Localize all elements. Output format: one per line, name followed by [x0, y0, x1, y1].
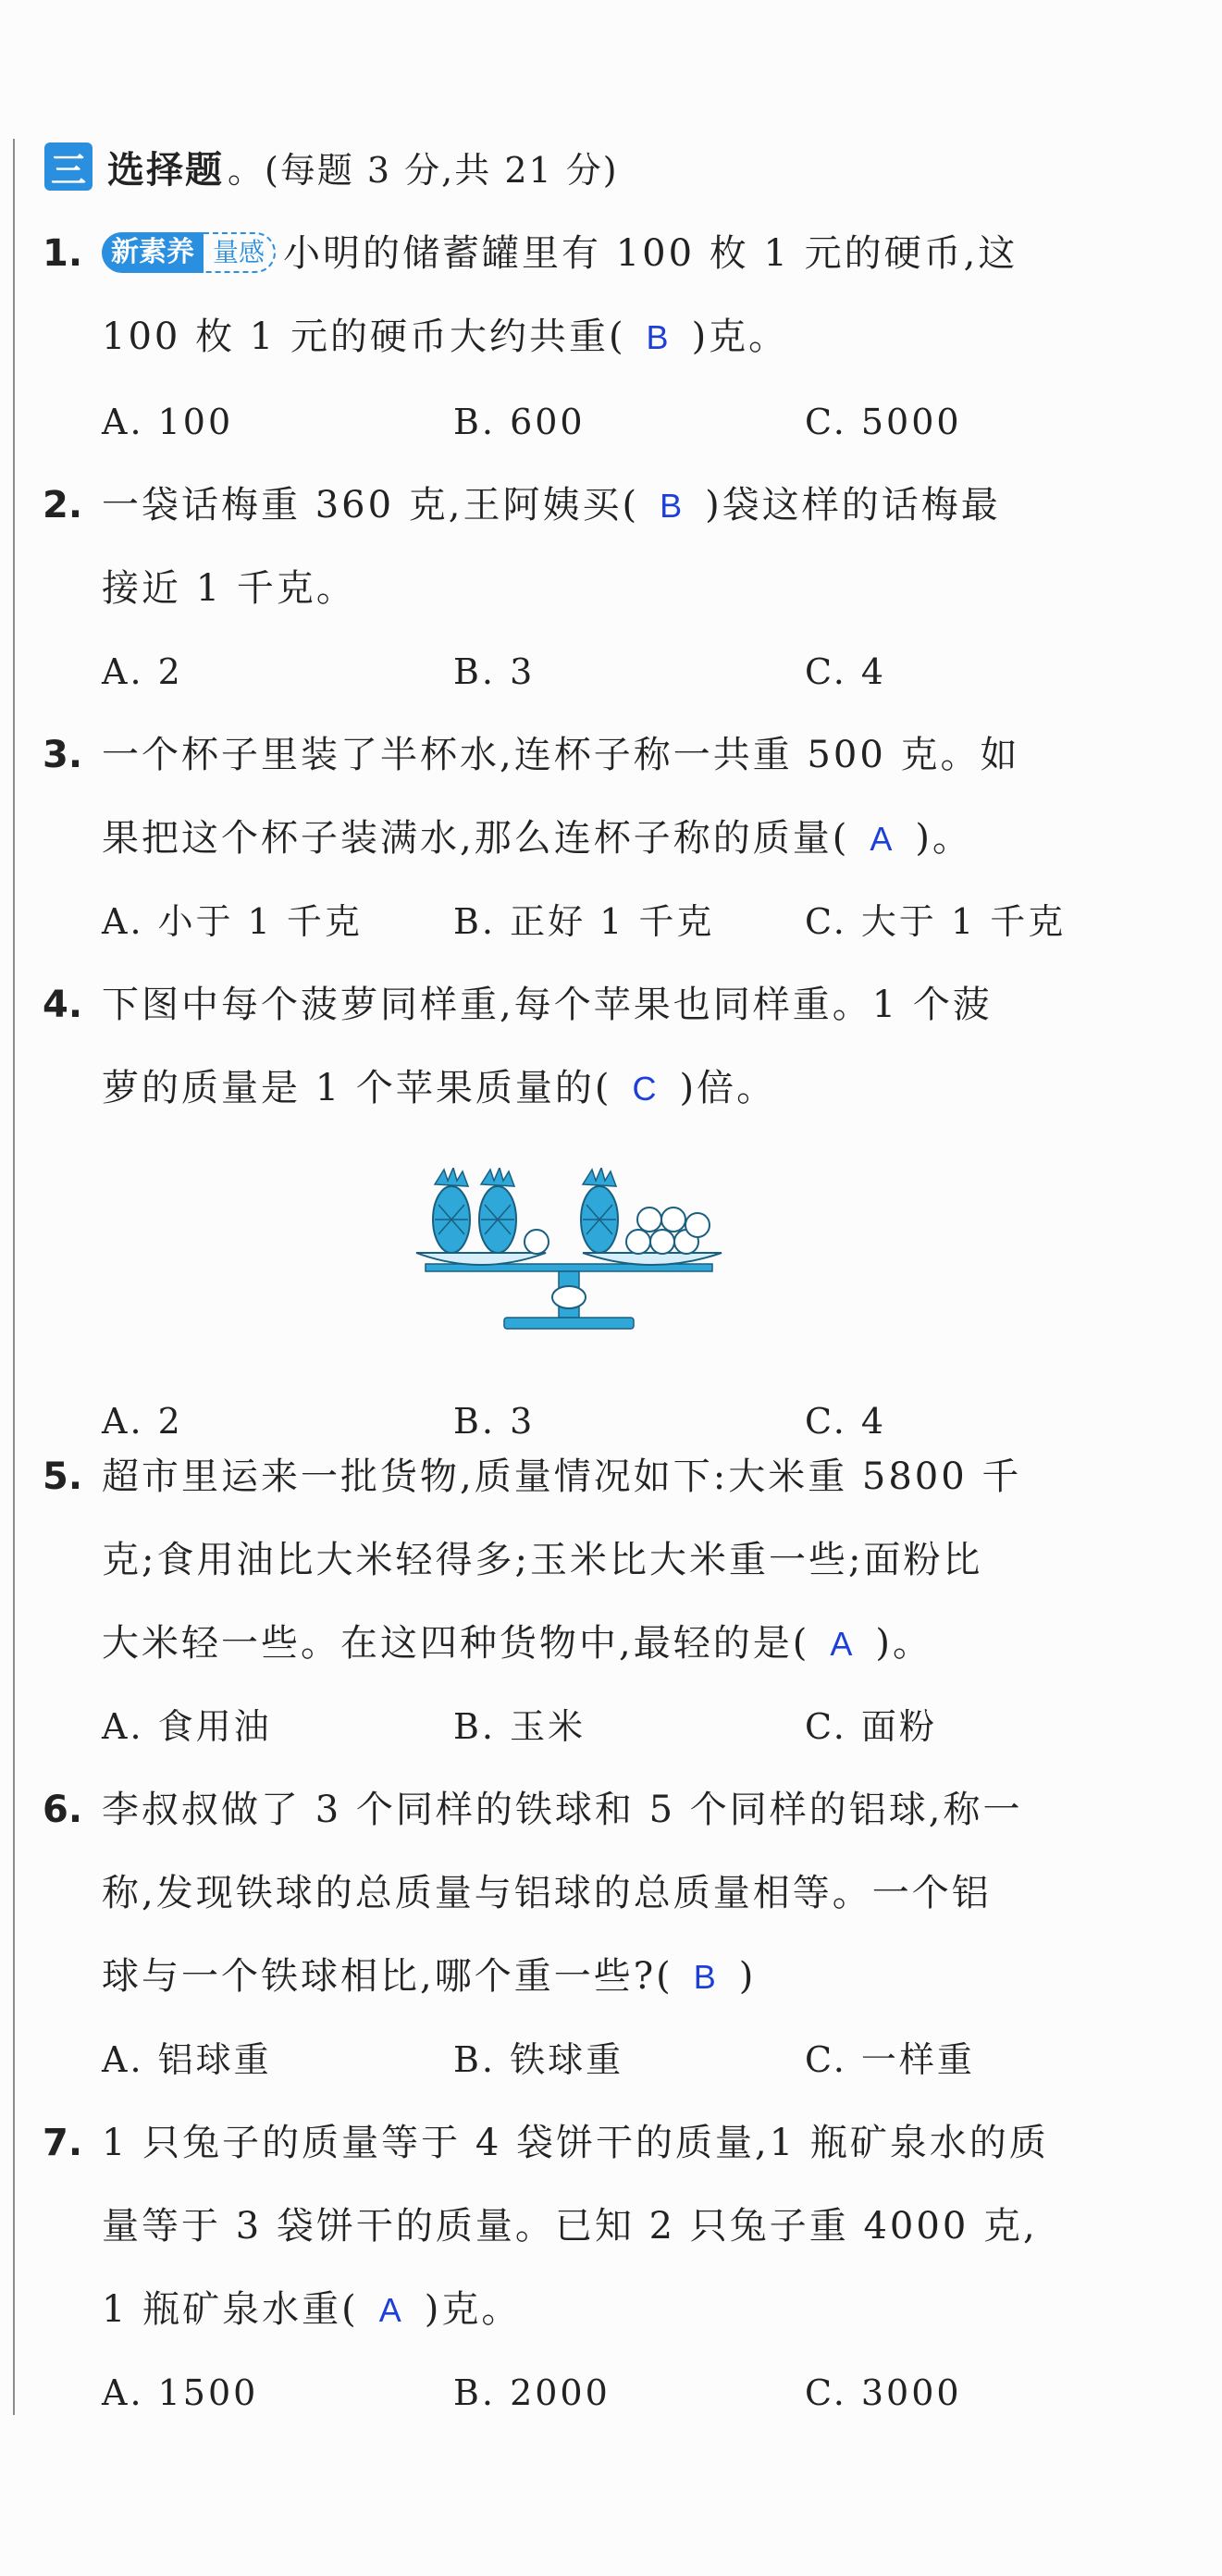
scale-knob [552, 1286, 586, 1308]
option-c: C. 5000 [805, 402, 962, 442]
question-text: 接近 1 千克。 [102, 567, 356, 610]
options [102, 1393, 1119, 1449]
options [102, 1699, 1119, 1754]
question-number: 4. [43, 984, 83, 1026]
question-text: 大米轻一些。在这四种货物中,最轻的是( A )。 [102, 1616, 1119, 1672]
pineapple-icon [433, 1168, 470, 1253]
question-number: 1. [43, 232, 83, 275]
option-b: B. 玉米 [453, 1706, 586, 1747]
answer: B [660, 487, 685, 525]
question-number: 5. [43, 1455, 83, 1498]
question-text: 称,发现铁球的总质量与铝球的总质量相等。一个铝 [102, 1872, 992, 1914]
option-c: C. 大于 1 千克 [805, 901, 1067, 942]
pineapple-icon [479, 1168, 516, 1253]
question-text: 1 只兔子的质量等于 4 袋饼干的质量,1 瓶矿泉水的质 [102, 2122, 1049, 2164]
apple-icon [626, 1230, 650, 1254]
question-text: 果把这个杯子装满水,那么连杯子称的质量( A )。 [102, 811, 1119, 867]
answer: A [378, 2291, 404, 2329]
option-a: A. 铝球重 [102, 2039, 272, 2080]
question-text [102, 226, 1119, 281]
scale-base [504, 1318, 634, 1329]
options [102, 394, 1119, 450]
apple-icon [685, 1213, 710, 1237]
question-text: 量等于 3 袋饼干的质量。已知 2 只兔子重 4000 克, [102, 2205, 1038, 2248]
option-c: C. 一样重 [805, 2039, 975, 2080]
question-text: 下图中每个菠萝同样重,每个苹果也同样重。1 个菠 [102, 984, 993, 1026]
answer: A [870, 820, 895, 858]
question-number: 6. [43, 1789, 83, 1831]
option-c: C. 面粉 [805, 1706, 937, 1747]
option-b: B. 铁球重 [453, 2039, 624, 2080]
question-number: 2. [43, 484, 83, 526]
question-number: 7. [43, 2122, 83, 2164]
option-a: A. 1500 [102, 2372, 259, 2413]
question-text: 100 枚 1 元的硬币大约共重( B )克。 [102, 309, 1119, 365]
option-a: A. 食用油 [102, 1706, 272, 1747]
answer: A [830, 1625, 856, 1663]
option-c: C. 4 [805, 1401, 887, 1442]
answer: B [646, 318, 672, 356]
answer: B [693, 1958, 719, 1996]
options [102, 2365, 1119, 2421]
section-note: 。(每题 3 分,共 21 分) [228, 149, 619, 191]
question-text-line: 小明的储蓄罐里有 100 枚 1 元的硬币,这 [283, 232, 1018, 275]
option-c: C. 4 [805, 651, 887, 692]
option-b: B. 正好 1 千克 [453, 901, 715, 942]
option-a: A. 100 [102, 402, 234, 442]
question-text: 一袋话梅重 360 克,王阿姨买( B )袋这样的话梅最 [102, 477, 1119, 534]
option-c: C. 3000 [805, 2372, 962, 2413]
apple-icon [661, 1208, 685, 1232]
options [102, 2032, 1119, 2087]
question-text: 萝的质量是 1 个苹果质量的( C )倍。 [102, 1060, 1119, 1117]
options [102, 644, 1119, 700]
option-b: B. 2000 [453, 2372, 611, 2413]
apple-icon [650, 1230, 674, 1254]
option-a: A. 小于 1 千克 [102, 901, 363, 942]
margin-rule [13, 139, 15, 2415]
right-pan [583, 1253, 722, 1265]
pineapple-icon [581, 1168, 618, 1253]
question-text: 李叔叔做了 3 个同样的铁球和 5 个同样的铝球,称一 [102, 1789, 1023, 1831]
balance-scale-figure [407, 1168, 740, 1353]
tag-main: 新素养 [102, 232, 204, 273]
left-pan [416, 1253, 546, 1265]
question-text: 1 瓶矿泉水重( A )克。 [102, 2282, 1119, 2338]
question-text: 克;食用油比大米轻得多;玉米比大米重一些;面粉比 [102, 1539, 983, 1581]
option-b: B. 600 [453, 402, 586, 442]
new-literacy-tag [102, 232, 276, 273]
option-a: A. 2 [102, 1401, 183, 1442]
tag-sub: 量感 [204, 232, 276, 273]
apple-icon [525, 1230, 549, 1254]
section-title: 选择题 [107, 148, 224, 192]
option-b: B. 3 [453, 651, 536, 692]
options [102, 894, 1119, 949]
question-text: 一个杯子里装了半杯水,连杯子称一共重 500 克。如 [102, 734, 1020, 776]
option-a: A. 2 [102, 651, 183, 692]
question-text: 球与一个铁球相比,哪个重一些?( B ) [102, 1949, 1119, 2005]
option-b: B. 3 [453, 1401, 536, 1442]
section-badge: 三 [44, 142, 93, 191]
answer: C [632, 1070, 660, 1108]
question-text: 超市里运来一批货物,质量情况如下:大米重 5800 千 [102, 1455, 1022, 1498]
section-header [44, 141, 619, 192]
question-number: 3. [43, 734, 83, 776]
apple-icon [637, 1208, 661, 1232]
